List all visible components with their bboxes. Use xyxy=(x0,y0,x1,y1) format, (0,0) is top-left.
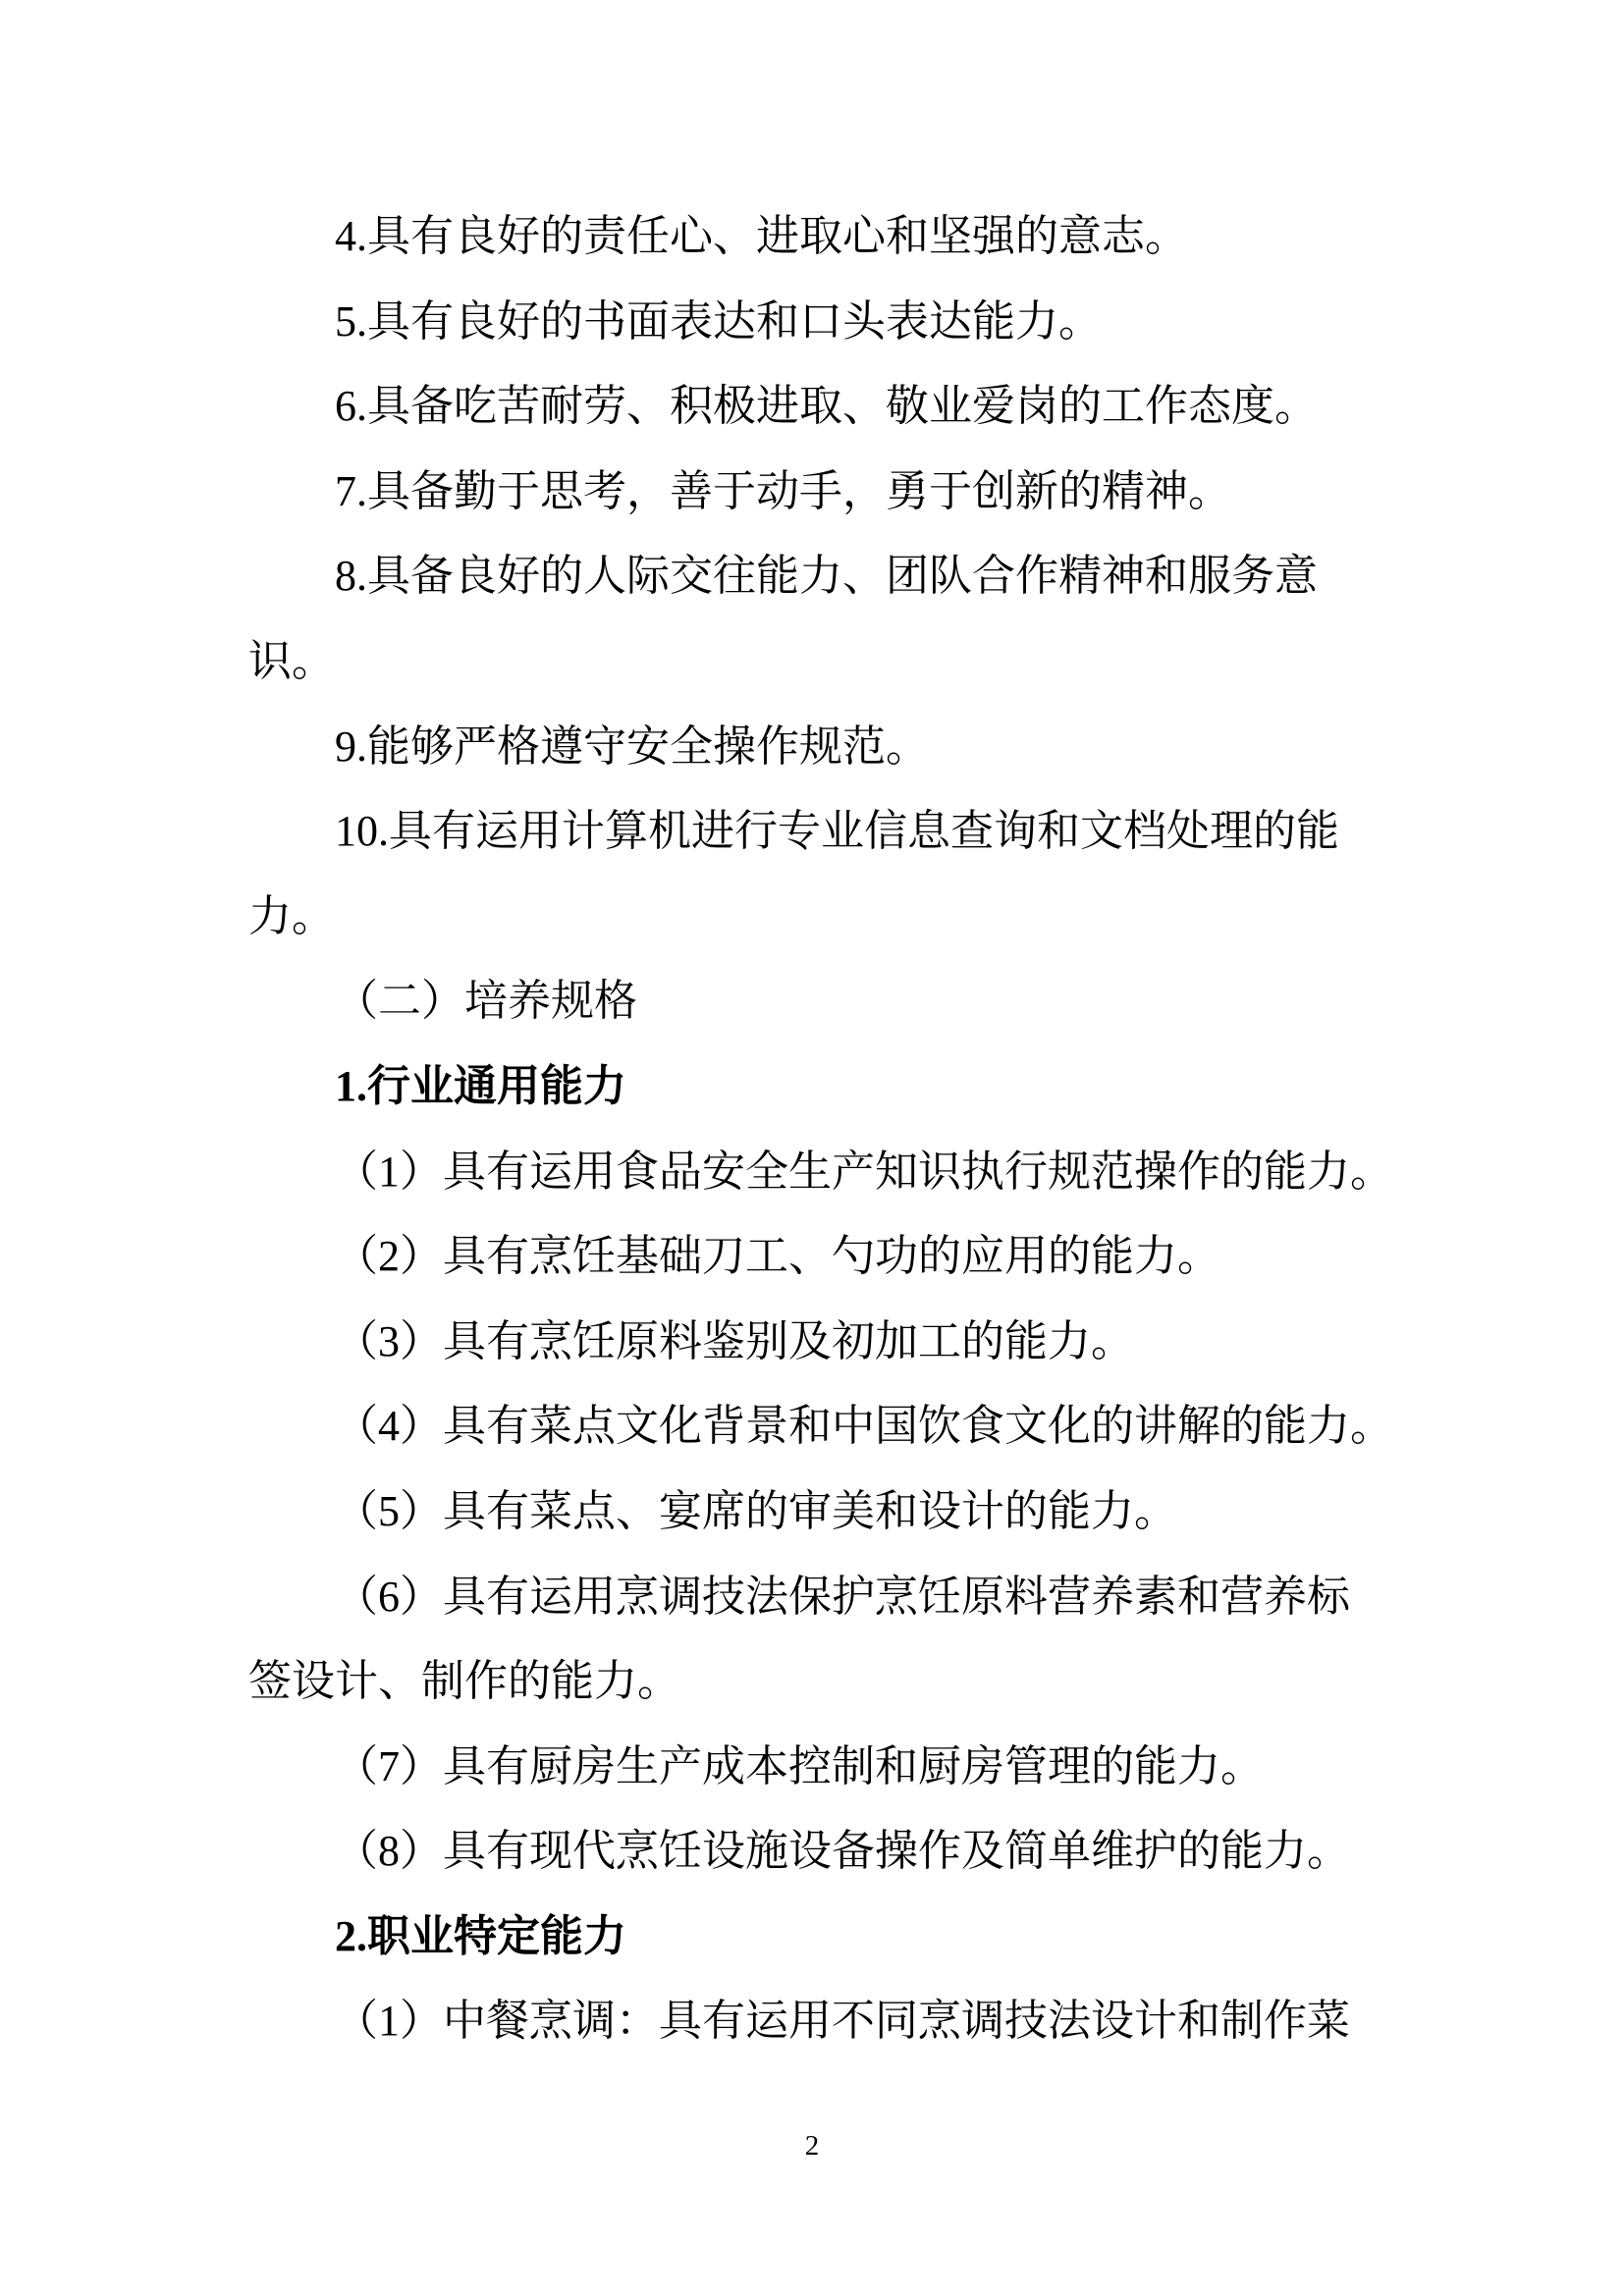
document-line-17: （6）具有运用烹调技法保护烹饪原料营养素和营养标 xyxy=(335,1572,1350,1621)
document-line-8: 10.具有运用计算机进行专业信息查询和文档处理的能 xyxy=(335,807,1339,856)
document-line-3: 6.具备吃苦耐劳、积极进取、敬业爱岗的工作态度。 xyxy=(335,382,1318,431)
document-lines xyxy=(248,194,1397,2064)
document-line-11: 1.行业通用能力 xyxy=(335,1061,626,1110)
document-line-5: 8.具备良好的人际交往能力、团队合作精神和服务意 xyxy=(335,552,1318,601)
document-line-6: 识。 xyxy=(248,636,335,685)
document-line-4: 7.具备勤于思考，善于动手，勇于创新的精神。 xyxy=(335,466,1231,515)
document-line-13: （2）具有烹饪基础刀工、勺功的应用的能力。 xyxy=(335,1232,1220,1281)
document-line-19: （7）具有厨房生产成本控制和厨房管理的能力。 xyxy=(335,1741,1264,1790)
page-number: 2 xyxy=(804,2130,820,2162)
document-line-22: （1）中餐烹调：具有运用不同烹调技法设计和制作菜 xyxy=(335,1997,1350,2046)
document-line-16: （5）具有菜点、宴席的审美和设计的能力。 xyxy=(335,1486,1177,1535)
document-line-9: 力。 xyxy=(248,891,335,940)
document-line-7: 9.能够严格遵守安全操作规范。 xyxy=(335,721,929,771)
document-line-10: （二）培养规格 xyxy=(335,977,637,1026)
document-line-15: （4）具有菜点文化背景和中国饮食文化的讲解的能力。 xyxy=(335,1402,1393,1451)
document-line-20: （8）具有现代烹饪设施设备操作及简单维护的能力。 xyxy=(335,1827,1350,1876)
document-line-2: 5.具有良好的书面表达和口头表达能力。 xyxy=(335,296,1102,346)
document-line-18: 签设计、制作的能力。 xyxy=(248,1657,680,1706)
document-line-1: 4.具有良好的责任心、进取心和坚强的意志。 xyxy=(335,212,1188,260)
document-line-12: （1）具有运用食品安全生产知识执行规范操作的能力。 xyxy=(335,1147,1393,1196)
document-line-14: （3）具有烹饪原料鉴别及初加工的能力。 xyxy=(335,1316,1134,1365)
document-line-21: 2.职业特定能力 xyxy=(335,1911,626,1960)
